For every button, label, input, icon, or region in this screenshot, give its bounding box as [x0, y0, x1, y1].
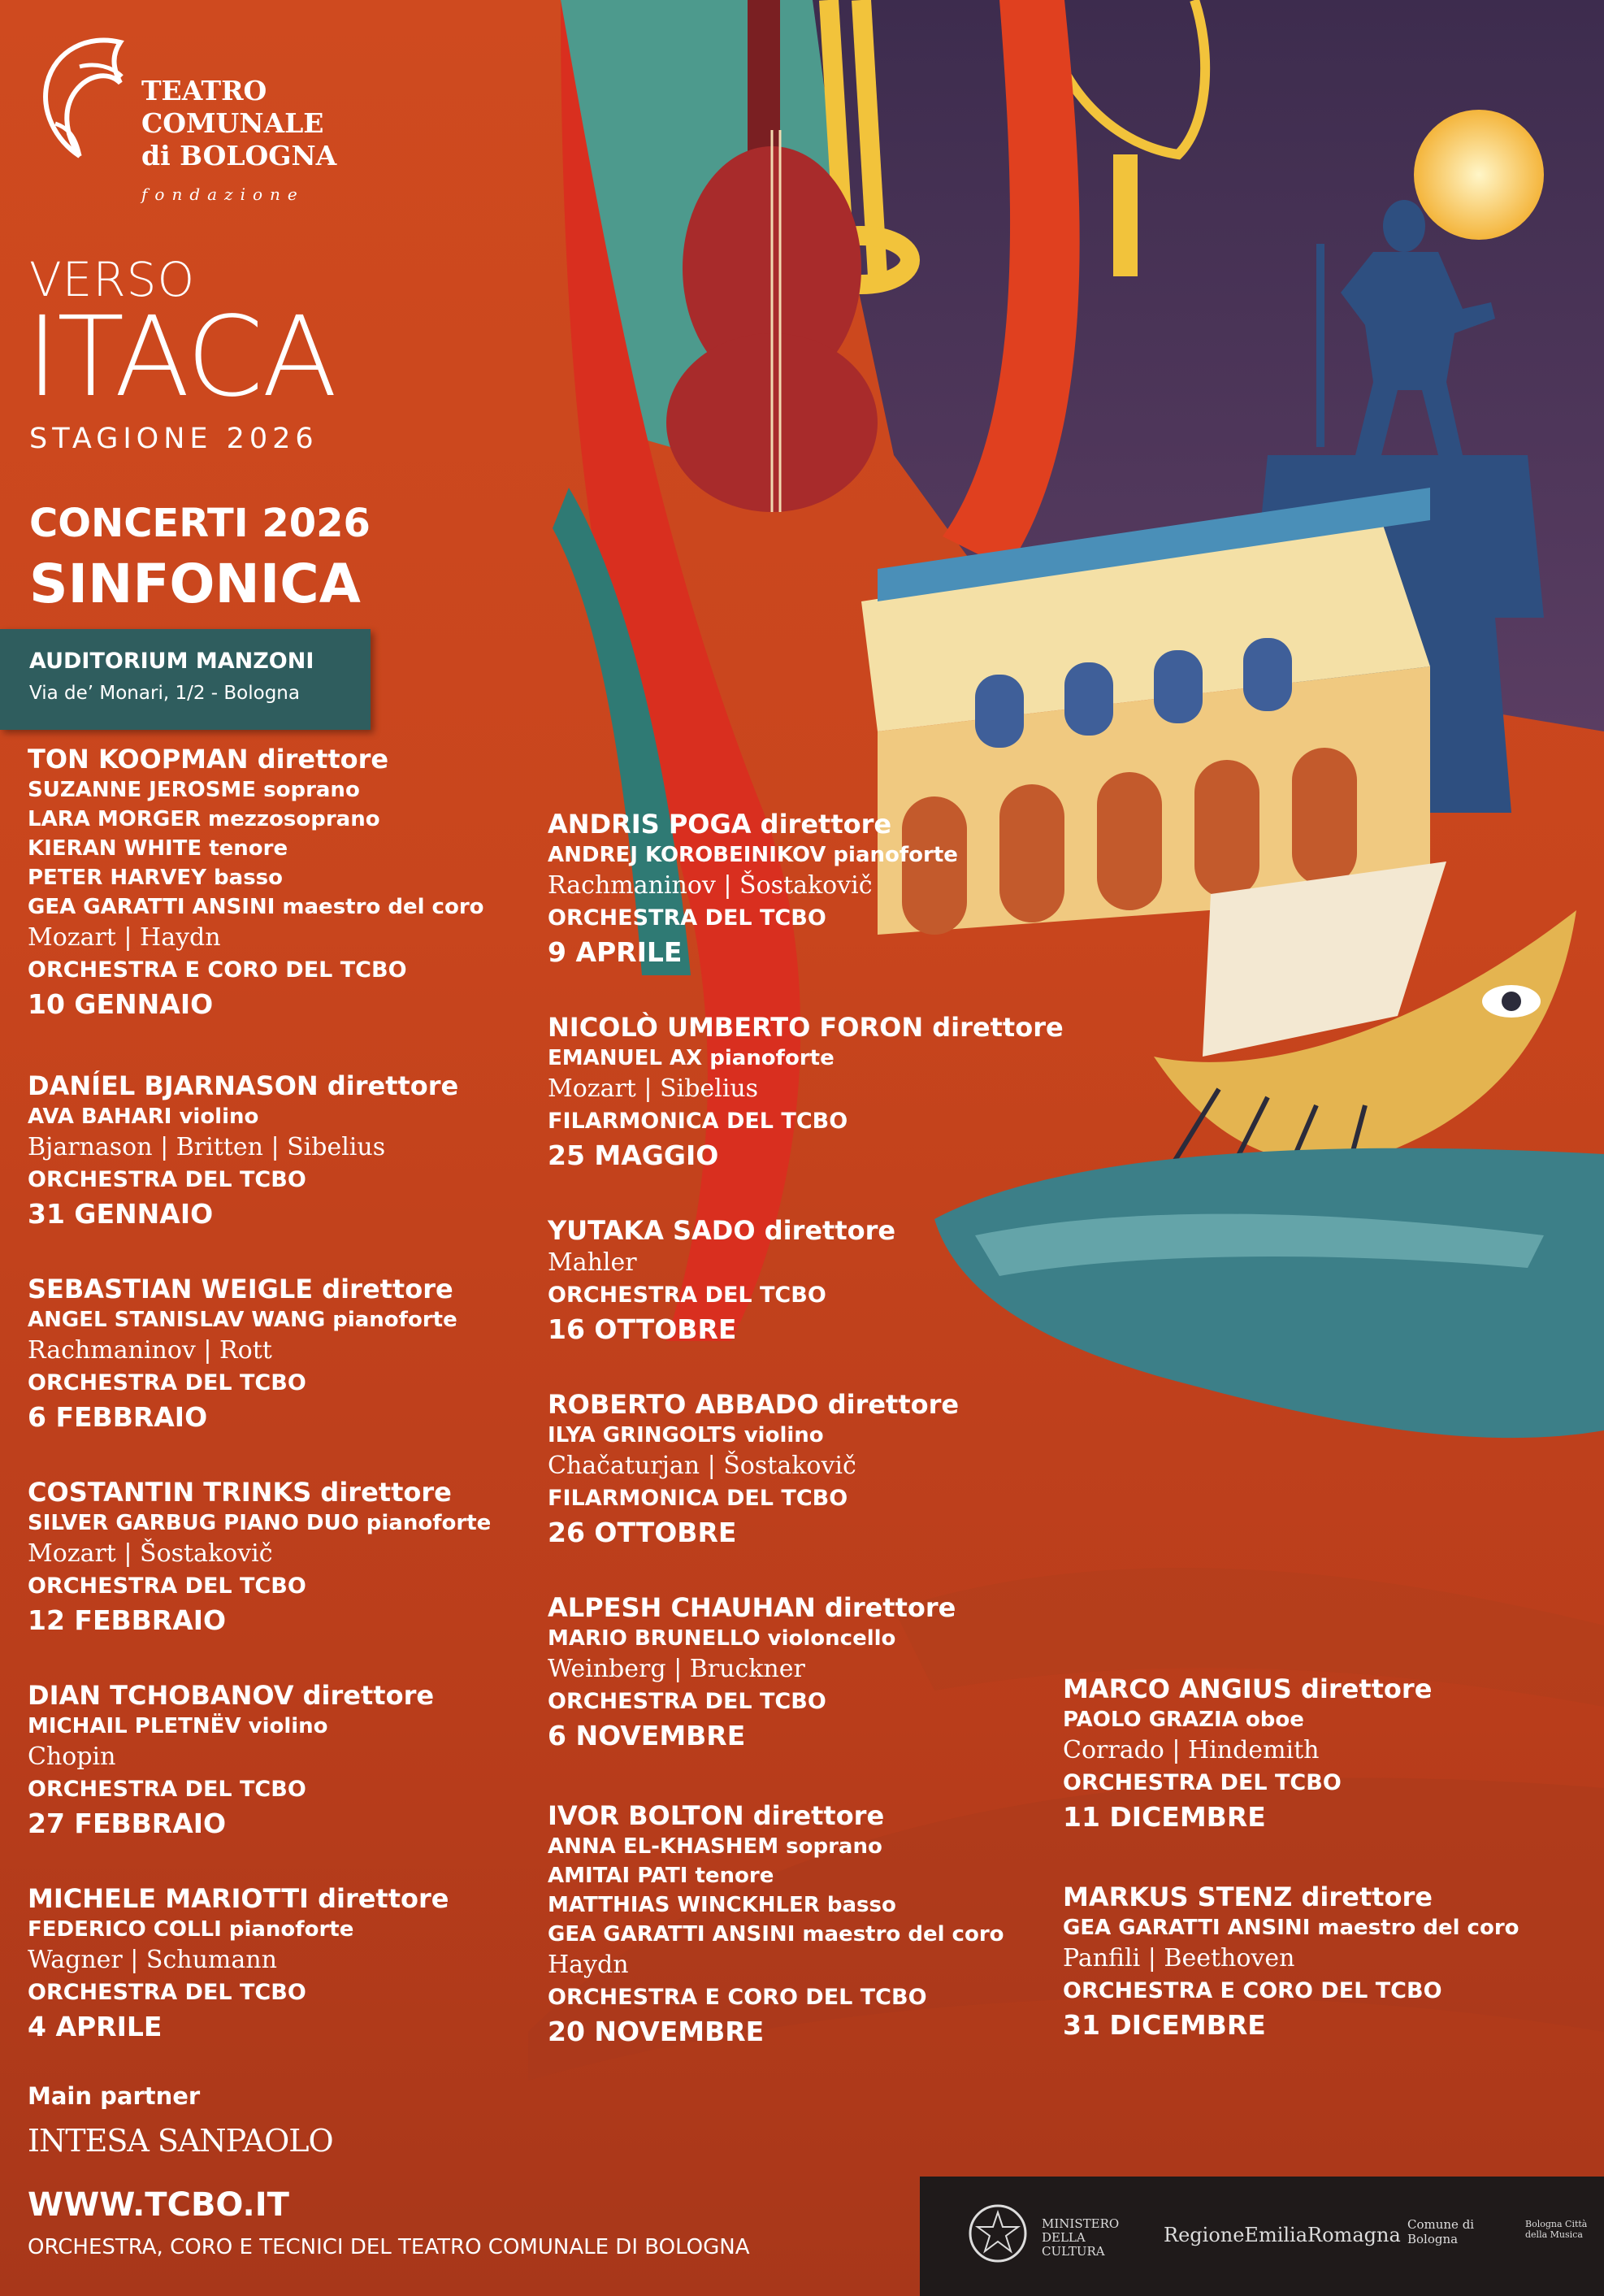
composers: Mahler	[548, 1248, 637, 1277]
performer: SILVER GARBUG PIANO DUO pianoforte	[28, 1511, 492, 1535]
concert-item	[1063, 1673, 1583, 1835]
concert-item	[28, 1070, 548, 1232]
conductor-name: COSTANTIN TRINKS	[28, 1477, 312, 1508]
season-label: STAGIONE 2026	[29, 423, 319, 455]
performer: ANGEL STANISLAV WANG pianoforte	[28, 1308, 457, 1332]
composers: Chopin	[28, 1743, 116, 1771]
performer: ILYA GRINGOLTS violino	[548, 1423, 824, 1447]
concert-date: 6 NOVEMBRE	[548, 1720, 746, 1751]
orchestra: ORCHESTRA DEL TCBO	[28, 1370, 306, 1395]
concert-item	[548, 808, 1068, 970]
concert-date: 6 FEBBRAIO	[28, 1401, 208, 1433]
composers: Wagner | Schumann	[28, 1946, 277, 1974]
orchestra: ORCHESTRA DEL TCBO	[548, 1283, 826, 1308]
conductor-role: direttore	[764, 1215, 896, 1246]
performer: GEA GARATTI ANSINI maestro del coro	[28, 895, 484, 919]
performer: GEA GARATTI ANSINI maestro del coro	[1063, 1916, 1519, 1940]
performer: AMITAI PATI tenore	[548, 1864, 774, 1888]
logo-line-1: TEATRO	[141, 75, 267, 106]
conductor-name: TON KOOPMAN	[28, 744, 249, 775]
conductor-role: direttore	[318, 1883, 449, 1914]
concert-date: 31 DICEMBRE	[1063, 2009, 1266, 2041]
performer: MICHAIL PLETNËV violino	[28, 1714, 328, 1738]
conductor-name: MARCO ANGIUS	[1063, 1673, 1292, 1704]
orchestra: ORCHESTRA DEL TCBO	[28, 1777, 306, 1802]
website-link[interactable]: WWW.TCBO.IT	[28, 2186, 289, 2224]
concert-date: 4 APRILE	[28, 2011, 163, 2042]
performer: LARA MORGER mezzosoprano	[28, 807, 380, 831]
orchestra: ORCHESTRA E CORO DEL TCBO	[548, 1985, 927, 2010]
logo-line-2: COMUNALE	[141, 107, 324, 139]
season-title-verso: VERSO	[29, 252, 196, 307]
composers: Chačaturjan | Šostakovič	[548, 1452, 856, 1480]
performer: PAOLO GRAZIA oboe	[1063, 1708, 1304, 1732]
performer: GEA GARATTI ANSINI maestro del coro	[548, 1922, 1004, 1947]
orchestra: ORCHESTRA E CORO DEL TCBO	[28, 957, 407, 983]
logo-subtitle: fondazione	[141, 184, 305, 204]
theatre-logo-text	[141, 75, 336, 172]
concert-item	[28, 1882, 548, 2045]
performer: FEDERICO COLLI pianoforte	[28, 1917, 354, 1942]
sinfonica-heading: SINFONICA	[29, 553, 361, 615]
regione-logo: RegioneEmiliaRomagna	[1164, 2224, 1401, 2246]
conductor-role: direttore	[1301, 1882, 1433, 1912]
conductor-name: ROBERTO ABBADO	[548, 1389, 819, 1420]
conductor-name: NICOLÒ UMBERTO FORON	[548, 1012, 924, 1043]
concert-item	[548, 1214, 1068, 1348]
conductor-role: direttore	[824, 1592, 956, 1623]
composers: Mozart | Sibelius	[548, 1074, 759, 1103]
concert-item	[548, 1011, 1068, 1174]
conductor-role: direttore	[760, 809, 892, 840]
conductor-name: DANÍEL BJARNASON	[28, 1070, 319, 1101]
conductor-name: YUTAKA SADO	[548, 1215, 756, 1246]
conductor-role: direttore	[752, 1800, 885, 1831]
performer: ANDREJ KOROBEINIKOV pianoforte	[548, 843, 958, 867]
performer: ANNA EL-KHASHEM soprano	[548, 1834, 882, 1859]
conductor-role: direttore	[257, 744, 389, 775]
concert-date: 11 DICEMBRE	[1063, 1801, 1266, 1833]
concert-date: 31 GENNAIO	[28, 1198, 214, 1230]
orchestra: ORCHESTRA DEL TCBO	[548, 905, 826, 931]
concert-date: 16 OTTOBRE	[548, 1313, 737, 1345]
season-title-itaca: ITACA	[26, 293, 336, 422]
concert-date: 25 MAGGIO	[548, 1139, 719, 1171]
comune-logo: Comune di Bologna	[1407, 2217, 1475, 2246]
orchestra: ORCHESTRA DEL TCBO	[1063, 1770, 1342, 1795]
conductor-role: direttore	[320, 1477, 452, 1508]
concert-item	[1063, 1881, 1583, 2043]
concert-date: 10 GENNAIO	[28, 988, 214, 1020]
main-partner-label: Main partner	[28, 2082, 201, 2110]
conductor-name: DIAN TCHOBANOV	[28, 1680, 294, 1711]
venue-address: Via de’ Monari, 1/2 - Bologna	[29, 683, 300, 704]
performer: KIERAN WHITE tenore	[28, 836, 288, 861]
conductor-name: IVOR BOLTON	[548, 1800, 744, 1831]
logo-line-3: di BOLOGNA	[141, 140, 337, 171]
orchestra: ORCHESTRA DEL TCBO	[28, 1573, 306, 1599]
composers: Weinberg | Bruckner	[548, 1655, 805, 1683]
orchestra: ORCHESTRA DEL TCBO	[28, 1980, 306, 2005]
sponsor-bar	[920, 2177, 1604, 2296]
performer: SUZANNE JEROSME soprano	[28, 778, 360, 802]
concert-item	[28, 743, 548, 1022]
orchestra: ORCHESTRA DEL TCBO	[548, 1689, 826, 1714]
composers: Bjarnason | Britten | Sibelius	[28, 1133, 386, 1161]
concert-item	[548, 1799, 1084, 2050]
footer-note: ORCHESTRA, CORO E TECNICI DEL TEATRO COMUNALE DI BOLOGNA	[28, 2235, 750, 2259]
orchestra: FILARMONICA DEL TCBO	[548, 1109, 848, 1134]
composers: Mozart | Haydn	[28, 923, 221, 952]
composers: Panfili | Beethoven	[1063, 1944, 1295, 1973]
conductor-name: SEBASTIAN WEIGLE	[28, 1274, 314, 1304]
venue-box	[0, 629, 371, 730]
orchestra: ORCHESTRA DEL TCBO	[28, 1167, 306, 1192]
concert-item	[548, 1388, 1068, 1551]
conductor-name: ANDRIS POGA	[548, 809, 752, 840]
concert-date: 9 APRILE	[548, 936, 683, 968]
concert-date: 26 OTTOBRE	[548, 1517, 737, 1548]
performer: EMANUEL AX pianoforte	[548, 1046, 835, 1070]
composers: Mozart | Šostakovič	[28, 1539, 273, 1568]
venue-name: AUDITORIUM MANZONI	[29, 649, 314, 674]
orchestra: ORCHESTRA E CORO DEL TCBO	[1063, 1978, 1442, 2003]
performer: AVA BAHARI violino	[28, 1105, 259, 1129]
composers: Corrado | Hindemith	[1063, 1736, 1320, 1764]
conductor-role: direttore	[302, 1680, 435, 1711]
performer: MATTHIAS WINCKHLER basso	[548, 1893, 896, 1917]
conductor-role: direttore	[827, 1389, 960, 1420]
conductor-role: direttore	[322, 1274, 453, 1304]
concert-item	[28, 1273, 548, 1435]
conductor-name: ALPESH CHAUHAN	[548, 1592, 816, 1623]
lion-logo-icon	[31, 34, 137, 164]
concert-item	[28, 1679, 548, 1842]
concerts-heading: CONCERTI 2026	[29, 501, 371, 546]
concert-date: 27 FEBBRAIO	[28, 1808, 227, 1839]
performer: PETER HARVEY basso	[28, 866, 284, 890]
conductor-role: direttore	[327, 1070, 459, 1101]
citta-musica-logo: Bologna Città della Musica	[1525, 2219, 1588, 2240]
conductor-role: direttore	[1300, 1673, 1433, 1704]
conductor-name: MICHELE MARIOTTI	[28, 1883, 309, 1914]
orchestra: FILARMONICA DEL TCBO	[548, 1486, 848, 1511]
composers: Rachmaninov | Rott	[28, 1336, 272, 1365]
ministero-logo: MINISTERO DELLA CULTURA	[1042, 2216, 1120, 2259]
concert-date: 20 NOVEMBRE	[548, 2016, 765, 2047]
performer: MARIO BRUNELLO violoncello	[548, 1626, 896, 1651]
composers: Rachmaninov | Šostakovič	[548, 871, 873, 900]
intesa-sanpaolo-logo: INTESA SANPAOLO	[28, 2123, 333, 2159]
composers: Haydn	[548, 1951, 629, 1979]
italian-republic-emblem-icon	[965, 2201, 1030, 2266]
conductor-role: direttore	[932, 1012, 1064, 1043]
concert-item	[548, 1591, 1068, 1754]
concert-item	[28, 1476, 548, 1638]
conductor-name: MARKUS STENZ	[1063, 1882, 1293, 1912]
concert-date: 12 FEBBRAIO	[28, 1604, 227, 1636]
